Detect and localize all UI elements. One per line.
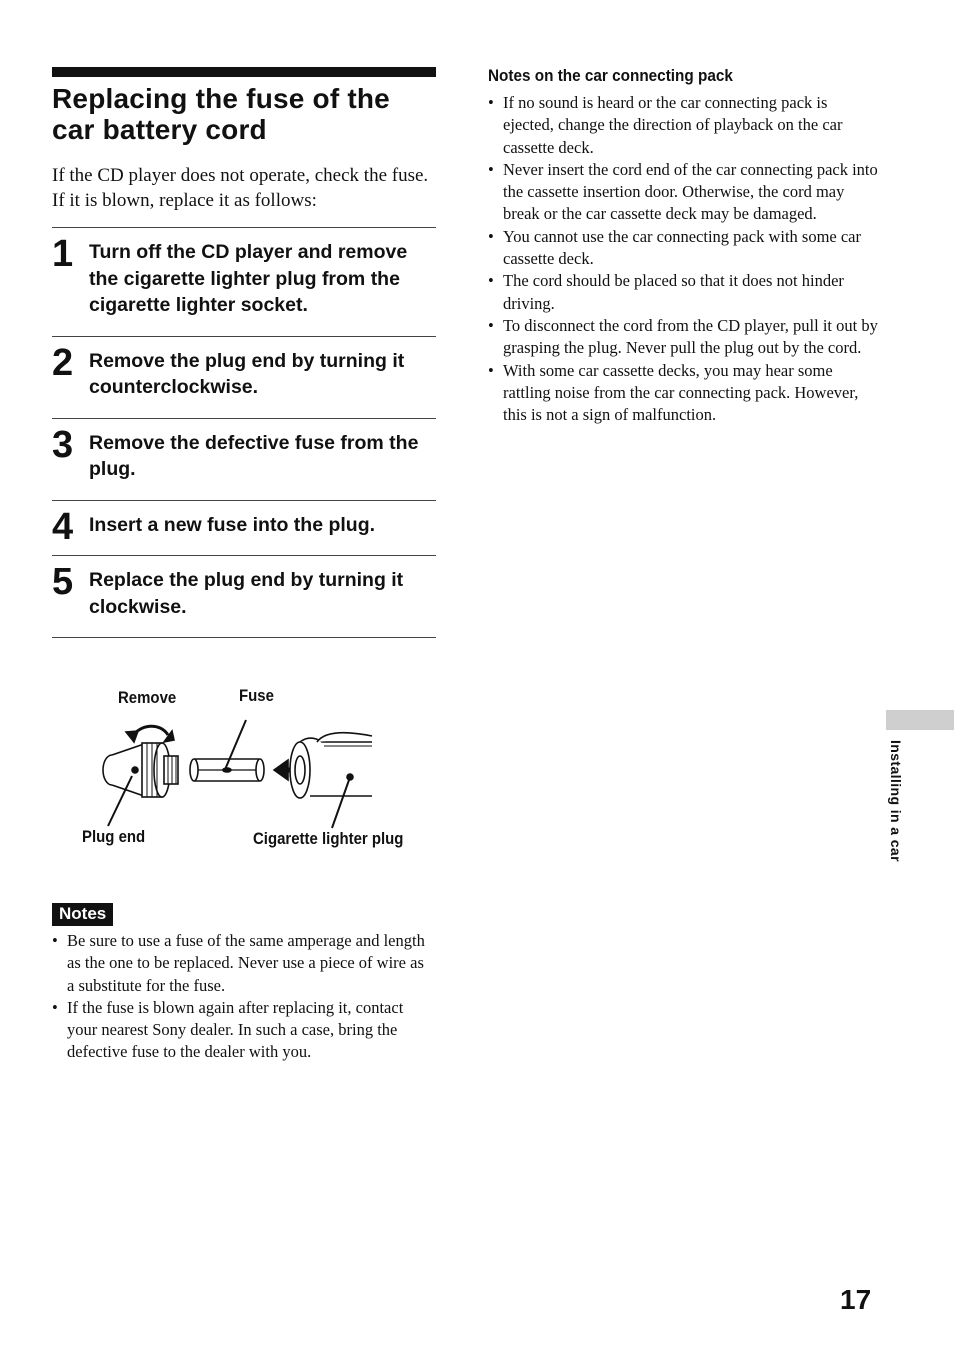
car-note-item: • If no sound is heard or the car connecting pack is ejected, change the direction of playback on the car cassette deck.: [488, 92, 878, 159]
step-number: 1: [52, 233, 74, 275]
step-number: 5: [52, 561, 74, 603]
fuse-diagram: [52, 680, 436, 865]
step-4: [52, 501, 436, 557]
car-note-item: • The cord should be placed so that it does not hinder driving.: [488, 270, 878, 315]
step-text: Turn off the CD player and remove the cigarette lighter plug from the cigarette lighter socket.: [89, 241, 408, 316]
cigarette-plug-label: Cigarette lighter plug: [253, 829, 404, 848]
car-note-item: • Never insert the cord end of the car connecting pack into the cassette insertion door. Otherwise, the cord may break or the car cassette deck may be damaged.: [488, 159, 878, 226]
title-rule: [52, 67, 436, 77]
right-column: [488, 65, 878, 426]
car-notes-heading: Notes on the car connecting pack: [488, 66, 733, 85]
steps-list: [52, 227, 436, 638]
step-number: 2: [52, 341, 74, 384]
step-2: [52, 337, 436, 419]
remove-label: Remove: [118, 688, 177, 707]
step-number: 4: [52, 505, 74, 548]
plug-end-label: Plug end: [82, 827, 146, 846]
car-notes-list: [488, 92, 878, 426]
car-note-item: • To disconnect the cord from the CD player, pull it out by grasping the plug. Never pull the plug out by the cord.: [488, 315, 878, 360]
step-text: Remove the defective fuse from the plug.: [89, 431, 419, 480]
section-label: Installing in a car: [888, 740, 904, 862]
step-5: [52, 556, 436, 638]
step-3: [52, 419, 436, 501]
notes-badge: Notes: [52, 903, 113, 926]
left-column: [52, 67, 436, 638]
note-item: • Be sure to use a fuse of the same amperage and length as the one to be replaced. Never use a piece of wire as a substitute for the fuse.: [52, 930, 432, 997]
step-1: [52, 228, 436, 337]
page-title: Replacing the fuse of the car battery cord: [52, 83, 390, 145]
step-text: Remove the plug end by turning it counterclockwise.: [89, 349, 405, 398]
note-item: • If the fuse is blown again after replacing it, contact your nearest Sony dealer. In such a case, bring the defective fuse to the dealer with you.: [52, 997, 432, 1064]
step-text: Replace the plug end by turning it clockwise.: [89, 569, 404, 618]
page-number: 17: [840, 1284, 872, 1315]
intro-paragraph: If the CD player does not operate, check the fuse. If it is blown, replace it as follows:: [52, 165, 429, 211]
fuse-label: Fuse: [239, 686, 274, 705]
car-note-item: • You cannot use the car connecting pack with some car cassette deck.: [488, 226, 878, 271]
notes-list: [52, 930, 432, 1064]
section-tab: [886, 710, 954, 730]
step-number: 3: [52, 423, 74, 466]
step-text: Insert a new fuse into the plug.: [89, 513, 376, 536]
car-note-item: • With some car cassette decks, you may hear some rattling noise from the car connecting pack. However, this is not a sign of malfunction.: [488, 360, 878, 427]
